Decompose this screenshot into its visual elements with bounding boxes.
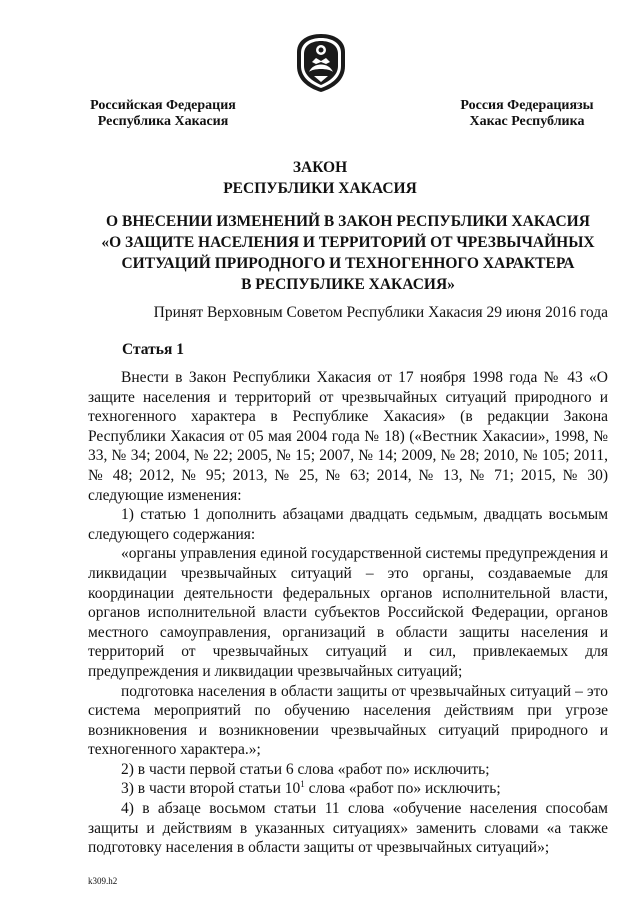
paragraph-quote-definition-2: подготовка населения в области защиты от чрезвычайных ситуаций – это система мероприятий по обучению населения действиям при угрозе возникновения и возникновении чрезвычайных ситуаций природного и техногенного характера.»; bbox=[88, 682, 608, 759]
law-subject-line3: СИТУАЦИЙ ПРИРОДНОГО И ТЕХНОГЕННОГО ХАРАКТЕРА bbox=[121, 255, 575, 272]
law-subject bbox=[88, 211, 608, 295]
document-title bbox=[0, 157, 640, 199]
header-right bbox=[452, 98, 602, 130]
paragraph-item-3-superscript: 1 bbox=[300, 779, 305, 790]
law-subject-line4: В РЕСПУБЛИКЕ ХАКАСИЯ» bbox=[241, 276, 455, 293]
header-left bbox=[88, 98, 238, 130]
article-body bbox=[88, 368, 608, 858]
paragraph-item-3 bbox=[88, 779, 608, 799]
paragraph-item-3-start: 3) в части второй статьи 10 bbox=[121, 780, 301, 798]
paragraph-item-4: 4) в абзаце восьмом статьи 11 слова «обучение населения способам защиты и действиям в указанных ситуациях» заменить словами «а также подготовку населения в области защиты от чрезвычайных ситуаций»; bbox=[88, 800, 608, 857]
footer-code: k309.h2 bbox=[88, 876, 118, 886]
header-left-republic: Республика Хакасия bbox=[97, 114, 229, 129]
coat-of-arms-icon bbox=[294, 32, 348, 94]
paragraph-quote-definition-1: «органы управления единой государственной системы предупреждения и ликвидации чрезвычайных ситуаций – это органы, создаваемые для координации деятельности федеральных органов исполнительной власти, органов исполнительной власти субъектов Российской Федерации, органов местного самоуправления, организаций в области защиты населения и территорий от чрезвычайных ситуаций и сил, привлекаемых для предупреждения и ликвидации чрезвычайных ситуаций; bbox=[88, 545, 608, 680]
header-right-republic: Хакас Республика bbox=[469, 114, 585, 129]
law-subject-line1: О ВНЕСЕНИИ ИЗМЕНЕНИЙ В ЗАКОН РЕСПУБЛИКИ ХАКАСИЯ bbox=[106, 213, 590, 230]
law-subject-line2: «О ЗАЩИТЕ НАСЕЛЕНИЯ И ТЕРРИТОРИЙ ОТ ЧРЕЗВЫЧАЙНЫХ bbox=[101, 234, 595, 251]
adoption-note: Принят Верховным Советом Республики Хакасия 29 июня 2016 года bbox=[153, 304, 608, 321]
document-title-line1: ЗАКОН bbox=[292, 159, 348, 176]
paragraph-item-3-end: слова «работ по» исключить; bbox=[304, 780, 501, 798]
article-heading: Статья 1 bbox=[122, 341, 184, 358]
paragraph-item-2: 2) в части первой статьи 6 слова «работ по» исключить; bbox=[121, 760, 490, 778]
header-right-country: Россия Федерациязы bbox=[460, 98, 594, 113]
document-title-line2: РЕСПУБЛИКИ ХАКАСИЯ bbox=[223, 180, 417, 197]
paragraph-item-1: 1) статью 1 дополнить абзацами двадцать седьмым, двадцать восьмым следующего содержания: bbox=[88, 506, 608, 543]
paragraph-intro: Внести в Закон Республики Хакасия от 17 ноября 1998 года № 43 «О защите населения и территорий от чрезвычайных ситуаций природного и техногенного характера в Республике Хакасия» (в редакции Закона Республики Хакасия от 05 мая 2004 года № 18) («Вестник Хакасии», 1998, № 33, № 34; 2004, № 22; 2005, № 15; 2007, № 14; 2009, № 28; 2010, № 105; 2011, № 48; 2012, № 95; 2013, № 25, № 63; 2014, № 13, № 71; 2015, № 30) следующие изменения: bbox=[88, 369, 608, 504]
header-left-country: Российская Федерация bbox=[90, 98, 236, 113]
